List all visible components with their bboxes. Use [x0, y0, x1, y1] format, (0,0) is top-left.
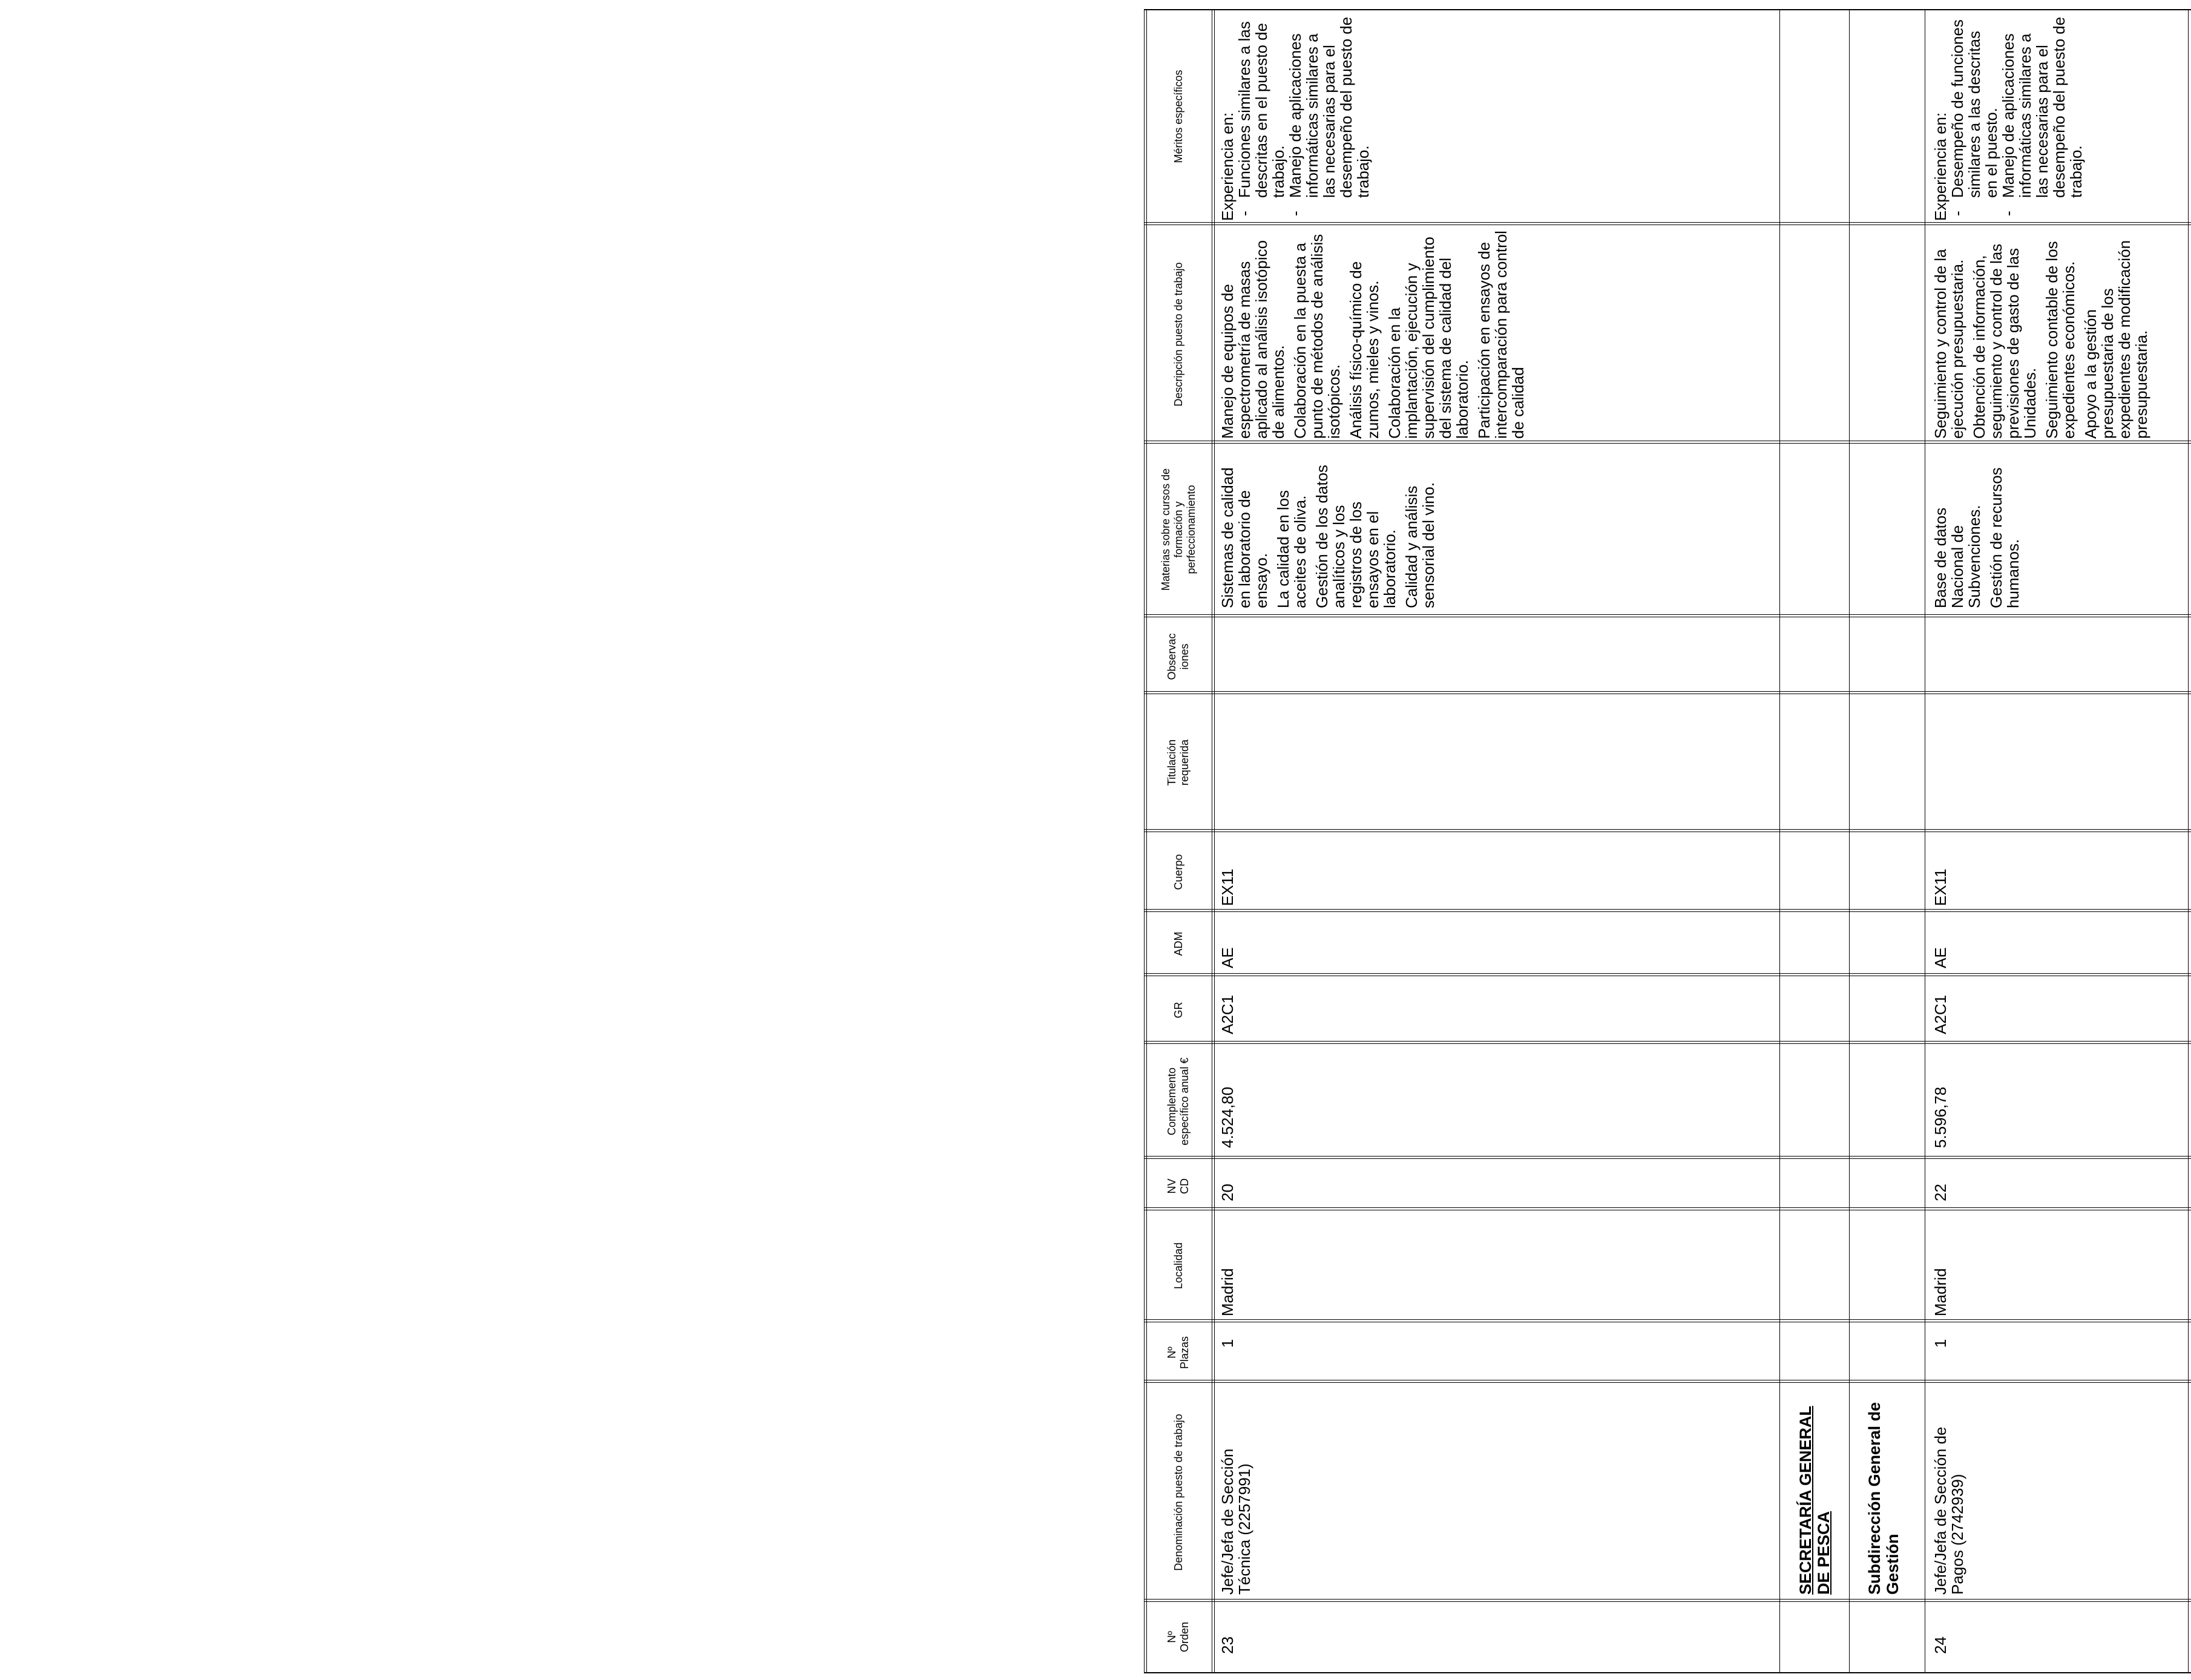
- materia-item: La calidad en los aceites de oliva.: [1274, 490, 1309, 608]
- header-orden: Nº Orden: [1166, 1621, 1191, 1653]
- section-subdireccion: Subdirección General de Gestión: [1865, 1402, 1902, 1595]
- header-adm: ADM: [1172, 931, 1184, 956]
- row24-cuerpo: EX11: [1931, 868, 1950, 906]
- descripcion-item: Obtención de información, seguimiento y control de las previsiones de gasto de las Unidades.: [1970, 243, 2039, 439]
- descripcion-item: Apoyo a la gestión presupuestaria de los expedientes de modificación presupuestaria.: [2081, 240, 2150, 439]
- row24-complemento: 5.596,78: [1931, 1086, 1950, 1148]
- header-cuerpo: Cuerpo: [1172, 854, 1184, 890]
- header-plazas: Nº Plazas: [1166, 1336, 1191, 1370]
- descripcion-item: Colaboración en la puesta a punto de métodos de análisis isotópicos.: [1291, 234, 1343, 439]
- descripcion-item: Participación en ensayos de intercomparación para control de calidad: [1475, 231, 1527, 439]
- descripcion-item: Manejo de equipos de espectrometría de masas aplicado al análisis isotópico de alimentos.: [1218, 240, 1287, 439]
- header-denominacion: Denominación puesto de trabajo: [1172, 1414, 1184, 1571]
- row24-localidad: Madrid: [1931, 1268, 1950, 1316]
- row24-denominacion: Jefe/Jefa de Sección de Pagos (2742939): [1931, 1426, 1966, 1595]
- meritos-intro: Experiencia en:: [1931, 112, 1950, 221]
- row23-nivel: 20: [1218, 1184, 1237, 1201]
- materia-item: Base de datos Nacional de Subvenciones.: [1931, 505, 1983, 608]
- header-meritos: Méritos específicos: [1172, 70, 1184, 163]
- row23-meritos: [1219, 15, 1371, 221]
- row23-materias: [1219, 450, 1442, 608]
- row24-adm: AE: [1931, 947, 1950, 968]
- header-grupo: GR: [1172, 1002, 1184, 1019]
- merito-item: - Desempeño de funciones similares a las descritas en el puesto.: [1949, 15, 2000, 221]
- descripcion-item: Seguimiento y control de la ejecución presupuestaria.: [1931, 249, 1966, 439]
- header-titulacion: Titulación requerida: [1166, 739, 1191, 786]
- merito-item: - Manejo de aplicaciones informáticas similares a las necesarias para el desempeño del puesto de trabajo.: [2000, 15, 2084, 221]
- section-secretaria: SECRETARÍA GENERAL DE PESCA: [1796, 1405, 1833, 1595]
- row24-meritos: [1932, 15, 2084, 221]
- meritos-intro: Experiencia en:: [1218, 112, 1237, 221]
- row24-orden: 24: [1931, 1636, 1950, 1654]
- materia-item: Sistemas de calidad en laboratorio de ensayo.: [1218, 467, 1270, 608]
- header-complemento: Complemento específico anual €: [1166, 1057, 1191, 1146]
- row23-adm: AE: [1218, 947, 1237, 968]
- header-descripcion: Descripción puesto de trabajo: [1172, 262, 1184, 407]
- header-materias: Materias sobre cursos de formación y perfeccionamiento: [1159, 468, 1197, 591]
- rotated-table-page: [1144, 9, 2191, 1673]
- row23-descripcion: [1219, 230, 1531, 439]
- materia-item: Calidad y análisis sensorial del vino.: [1402, 482, 1437, 608]
- materia-item: Gestión de recursos humanos.: [1987, 467, 2022, 608]
- row23-localidad: Madrid: [1218, 1268, 1237, 1316]
- header-observaciones: Observaciones: [1166, 633, 1191, 680]
- header-nivel: NV CD: [1166, 1178, 1191, 1194]
- descripcion-item: Análisis físico-químico de zumos, mieles y vinos.: [1347, 261, 1382, 439]
- materia-item: Gestión de los datos analíticos y los registros de los ensayos en el laboratorio.: [1313, 464, 1399, 608]
- row23-orden: 23: [1218, 1636, 1237, 1654]
- merito-item: - Funciones similares a las descritas en el puesto de trabajo.: [1236, 15, 1287, 221]
- row24-nivel: 22: [1931, 1184, 1950, 1201]
- row24-descripcion: [1932, 230, 2155, 439]
- descripcion-item: Colaboración en la implantación, ejecución y supervisión del cumplimiento del sistema de calidad del laboratorio.: [1385, 237, 1471, 439]
- row23-grupo: A2C1: [1218, 994, 1237, 1034]
- row23-complemento: 4.524,80: [1218, 1086, 1237, 1148]
- row23-denominacion: Jefe/Jefa de Sección Técnica (2257991): [1218, 1448, 1253, 1595]
- row23-cuerpo: EX11: [1218, 868, 1237, 906]
- merito-item: - Manejo de aplicaciones informáticas similares a las necesarias para el desempeño del puesto de trabajo.: [1287, 15, 1371, 221]
- row24-grupo: A2C1: [1931, 994, 1950, 1034]
- descripcion-item: Seguimiento contable de los expedientes económicos.: [2043, 241, 2078, 439]
- row23-plazas: 1: [1218, 1339, 1237, 1348]
- row24-materias: [1932, 450, 2026, 608]
- row24-plazas: 1: [1931, 1339, 1950, 1348]
- header-localidad: Localidad: [1172, 1242, 1184, 1290]
